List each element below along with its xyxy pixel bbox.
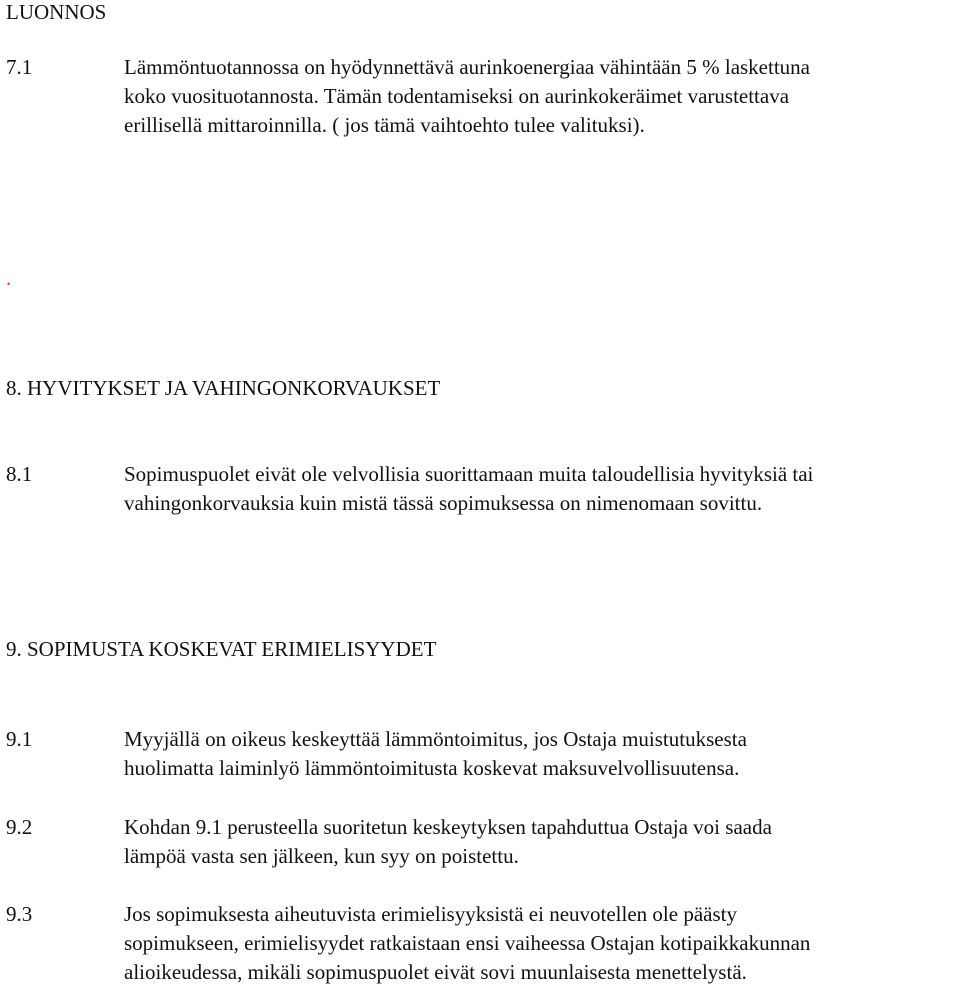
clause-line: huolimatta laiminlyö lämmöntoimitusta koskevat maksuvelvollisuutensa. (124, 756, 740, 780)
clause-line: koko vuosituotannosta. Tämän todentamiseksi on aurinkokeräimet varustettava (124, 84, 790, 108)
clause-line: alioikeudessa, mikäli sopimuspuolet eivät sovi muunlaisesta menettelystä. (124, 960, 747, 984)
clause-line: vahingonkorvauksia kuin mistä tässä sopimuksessa on nimenomaan sovittu. (124, 491, 763, 515)
clause-line: sopimukseen, erimielisyydet ratkaistaan ensi vaiheessa Ostajan kotipaikkakunnan (124, 931, 811, 955)
clause-line: Kohdan 9.1 perusteella suoritetun keskeytyksen tapahduttua Ostaja voi saada (124, 815, 772, 839)
clause-number: 9.3 (6, 902, 33, 926)
clause-number: 8.1 (6, 462, 33, 486)
draft-label: LUONNOS (6, 0, 107, 24)
clause-text (124, 460, 813, 518)
clause-line: erillisellä mittaroinnilla. ( jos tämä vaihtoehto tulee valituksi). (124, 113, 645, 137)
stray-mark: . (6, 266, 12, 290)
clause-text (124, 813, 772, 871)
clause-text (124, 53, 810, 140)
clause-text (124, 900, 810, 987)
clause-line: Jos sopimuksesta aiheutuvista erimielisyyksistä ei neuvotellen ole päästy (124, 902, 737, 926)
clause-number: 9.2 (6, 815, 33, 839)
section-9-heading: 9. SOPIMUSTA KOSKEVAT ERIMIELISYYDET (6, 637, 437, 661)
clause-line: Sopimuspuolet eivät ole velvollisia suorittamaan muita taloudellisia hyvityksiä tai (124, 462, 814, 486)
clause-number: 7.1 (6, 55, 33, 79)
clause-line: Lämmöntuotannossa on hyödynnettävä aurinkoenergiaa vähintään 5 % laskettuna (124, 55, 810, 79)
section-8-heading: 8. HYVITYKSET JA VAHINGONKORVAUKSET (6, 376, 441, 400)
clause-line: Myyjällä on oikeus keskeyttää lämmöntoimitus, jos Ostaja muistutuksesta (124, 727, 747, 751)
clause-text (124, 725, 747, 783)
clause-number: 9.1 (6, 727, 33, 751)
clause-line: lämpöä vasta sen jälkeen, kun syy on poistettu. (124, 844, 519, 868)
